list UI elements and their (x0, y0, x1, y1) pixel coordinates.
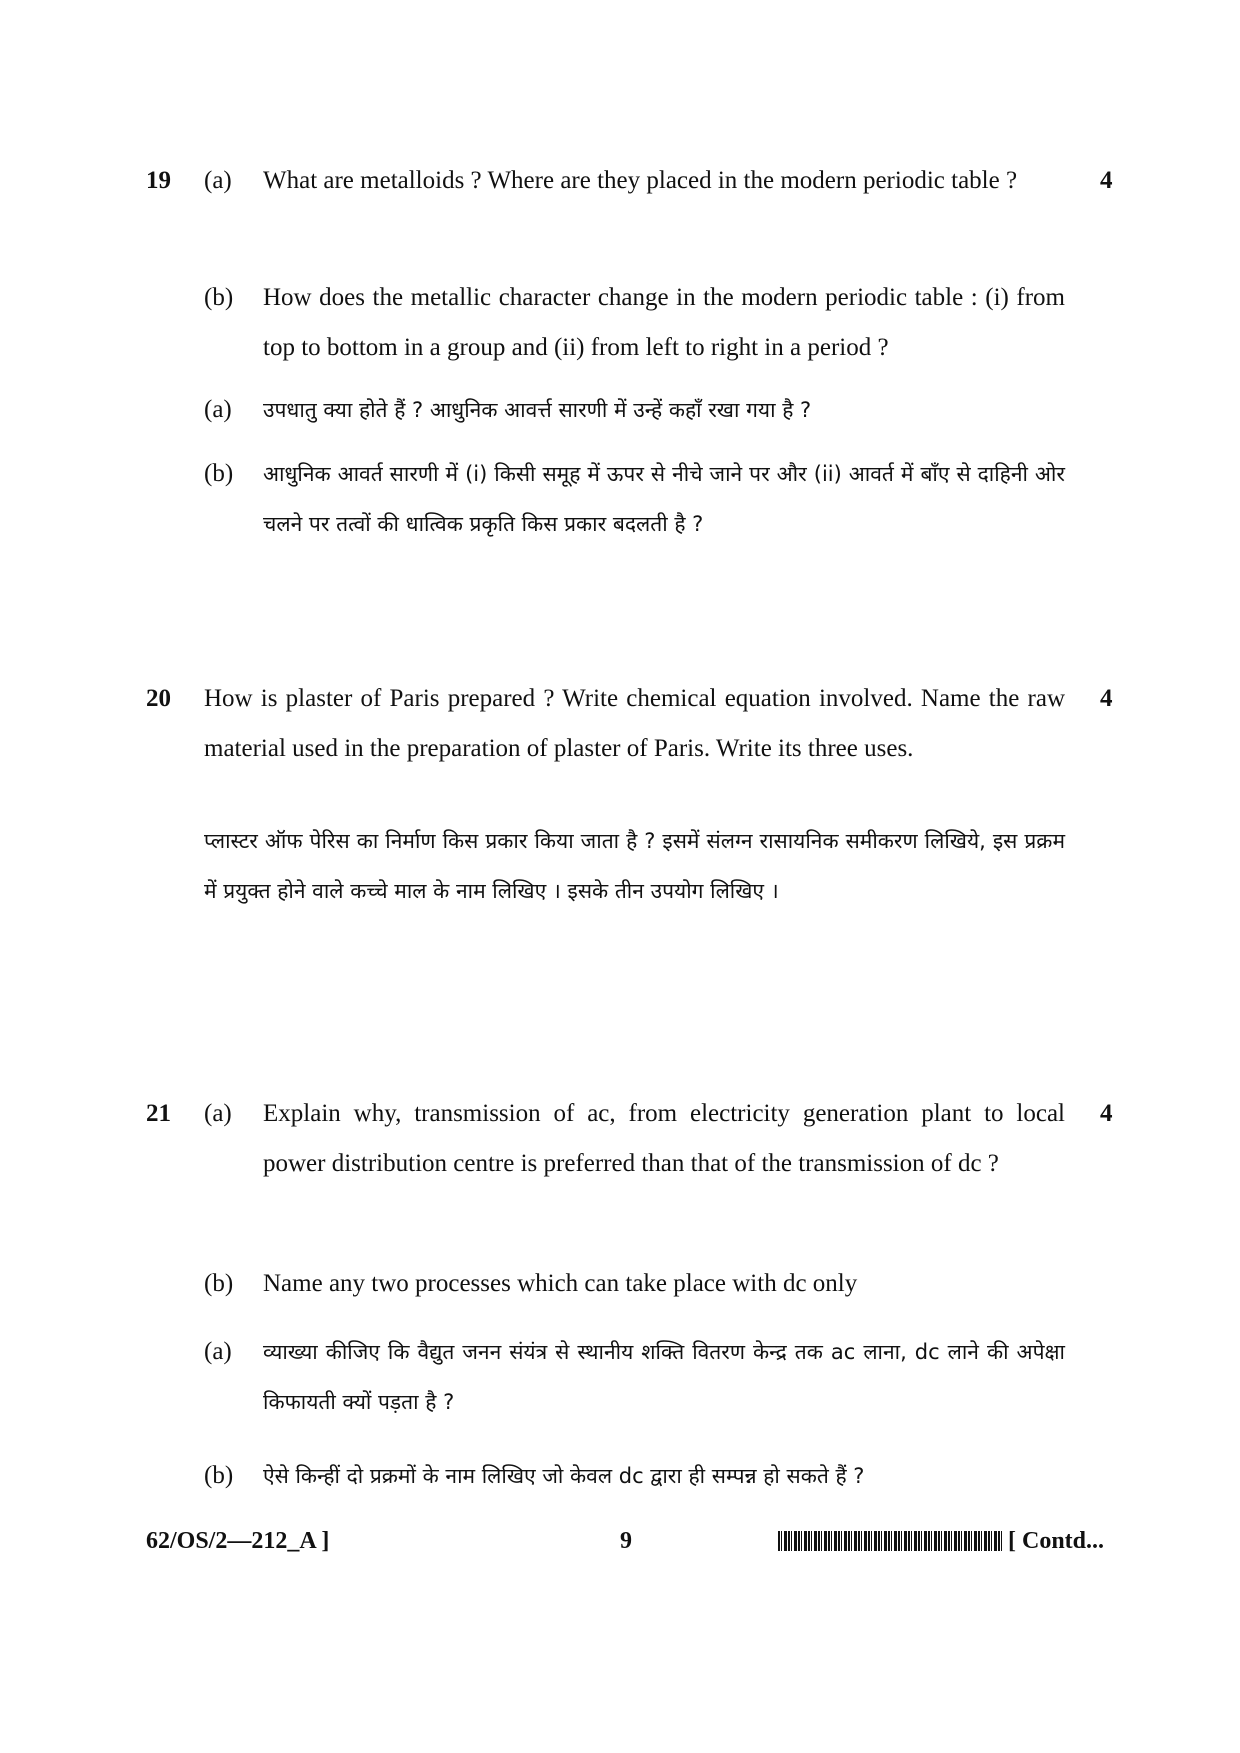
barcode-icon (778, 1531, 1003, 1551)
page-footer (0, 1523, 1240, 1559)
part-label: (a) (204, 167, 232, 194)
question-marks: 4 (1100, 167, 1113, 194)
part-label: (b) (204, 284, 234, 311)
question-text-english: How is plaster of Paris prepared ? Write chemical equation involved. Name the raw material used in the preparation of plaster of Paris. Write its three uses. (204, 685, 1065, 762)
part-text: आधुनिक आवर्त सारणी में (i) किसी समूह में ऊपर से नीचे जाने पर और (ii) आवर्त में बाँए से दाहिनी ओर चलने पर तत्वों की धात्विक प्रकृति किस प्रकार बदलती है ? (263, 462, 1065, 536)
question-number: 20 (146, 685, 171, 712)
part-text: ऐसे किन्हीं दो प्रक्रमों के नाम लिखिए जो केवल dc द्वारा ही सम्पन्न हो सकते हैं ? (263, 1464, 865, 1488)
part-text: Name any two processes which can take place with dc only (263, 1270, 858, 1297)
paper-code: 62/OS/2—212_A ] (146, 1528, 330, 1554)
part-label: (b) (204, 1270, 234, 1297)
part-text: उपधातु क्या होते हैं ? आधुनिक आवर्त्त सारणी में उन्हें कहाँ रखा गया है ? (263, 398, 812, 422)
part-label: (b) (204, 1462, 234, 1489)
page-number: 9 (620, 1528, 632, 1554)
part-text: व्याख्या कीजिए कि वैद्युत जनन संयंत्र से स्थानीय शक्ति वितरण केन्द्र तक ac लाना, dc लाने की अपेक्षा किफायती क्यों पड़ता है ? (263, 1340, 1065, 1414)
part-label: (a) (204, 1100, 232, 1127)
part-text: What are metalloids ? Where are they placed in the modern periodic table ? (263, 167, 1018, 194)
part-label: (a) (204, 1338, 232, 1365)
question-number: 21 (146, 1100, 171, 1127)
part-label: (a) (204, 396, 232, 423)
continued-label: [ Contd... (1008, 1528, 1105, 1554)
question-marks: 4 (1100, 685, 1113, 712)
question-text-hindi: प्लास्टर ऑफ पेरिस का निर्माण किस प्रकार किया जाता है ? इसमें संलग्न रासायनिक समीकरण लिखिये, इस प्रक्रम में प्रयुक्त होने वाले कच्चे माल के नाम लिखिए । इसके तीन उपयोग लिखिए । (204, 829, 1065, 903)
question-marks: 4 (1100, 1100, 1113, 1127)
question-number: 19 (146, 167, 171, 194)
part-text: Explain why, transmission of ac, from electricity generation plant to local power distribution centre is preferred than that of the transmission of dc ? (263, 1100, 1065, 1177)
part-text: How does the metallic character change in the modern periodic table : (i) from top to bottom in a group and (ii) from left to right in a period ? (263, 284, 1065, 361)
part-label: (b) (204, 460, 234, 487)
